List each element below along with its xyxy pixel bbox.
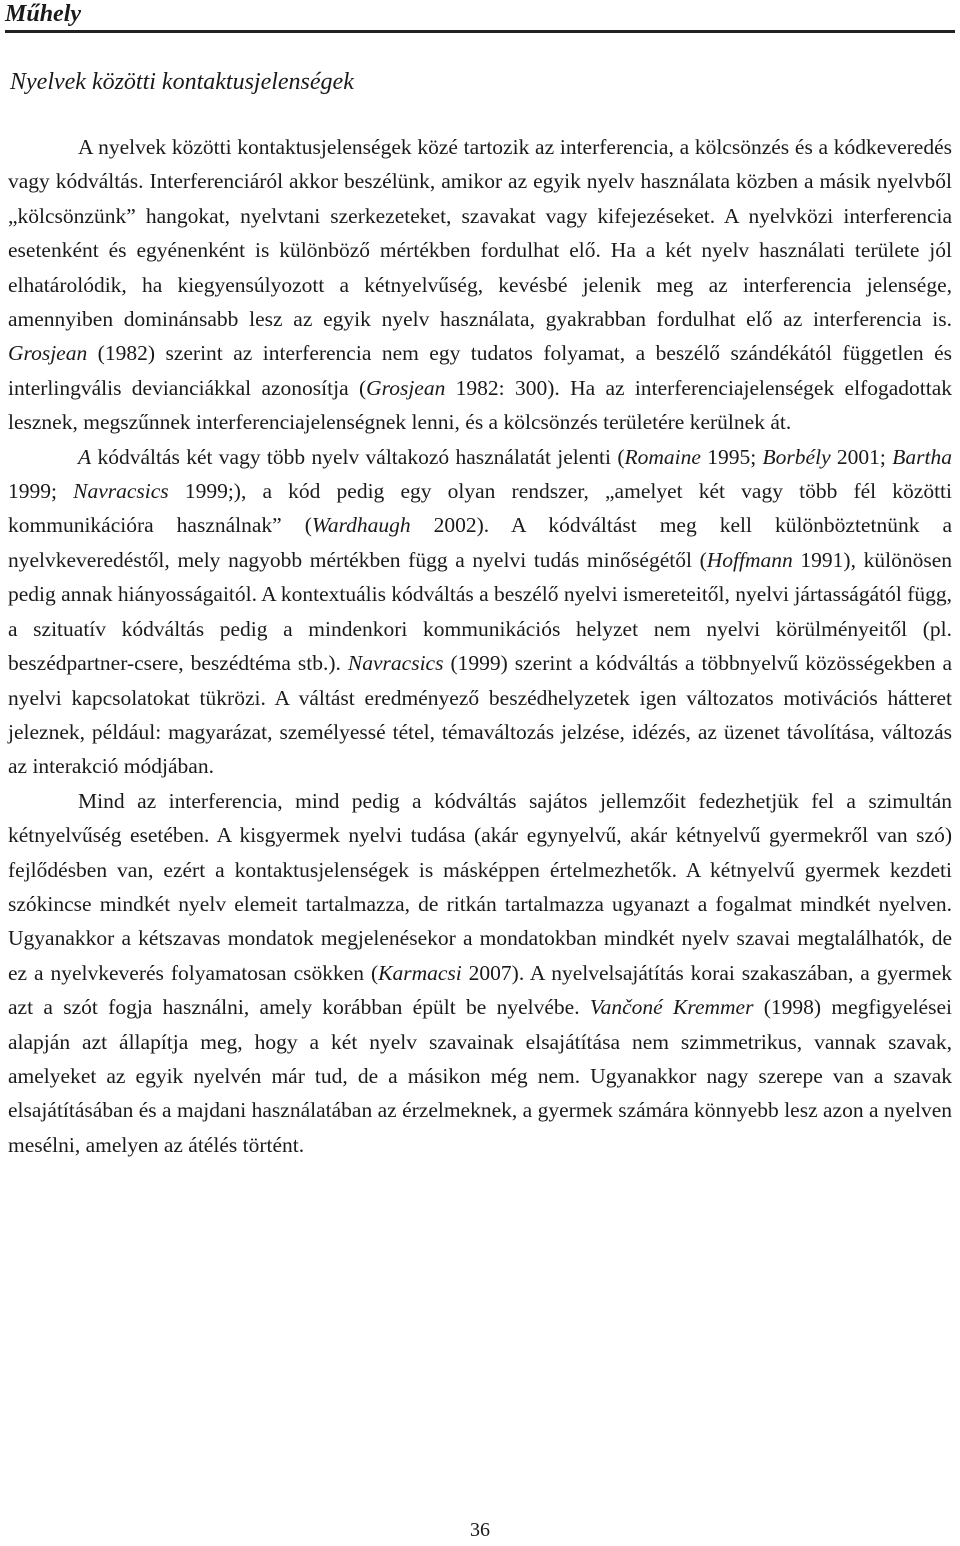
italic-citation: Navracsics <box>347 651 444 676</box>
page-header <box>5 0 955 33</box>
text-run: (1998) megfigyelései alapján azt állapítja meg, hogy a két nyelv szavainak elsajátítása nem szimmetrikus, vannak szavak, amelyeket az egyik nyelvén már tud, de a másikon még nem. Ugyanakkor nagy szerepe van a szavak elsajátításában és a majdani használatában az érzelmeknek, a gyermek számára könnyebb lesz azon a nyelven mesélni, amelyen az átélés történt. <box>8 995 952 1157</box>
italic-citation: A <box>78 444 92 469</box>
text-run: 1991), különösen pedig annak hiányosságaitól. A kontextuális kódváltás a beszélő nyelvi ismereteitől, nyelvi jártasságától függ, a szituatív kódváltás pedig a mindenkori kommunikációs helyzet nem nyelvi körülményeitől (pl. beszédpartner-csere, beszédtéma stb.). <box>8 547 952 676</box>
text-run: Mind az interferencia, mind pedig a kódváltás sajátos jellemzőit fedezhetjük fel a szimultán kétnyelvűség esetében. A kisgyermek nyelvi tudása (akár egynyelvű, akár kétnyelvű gyermekről van szó) fejlődésben van, ezért a kontaktusjelenségek is másképpen értelmezhetők. A kétnyelvű gyermek kezdeti szókincse mindkét nyelv elemeit tartalmazza, de ritkán tartalmazza ugyanazt a fogalmat mindkét nyelven. Ugyanakkor a kétszavas mondatok megjelenésekor a mondatokban mindkét nyelv szavai megtalálhatók, de ez a nyelvkeverés folyamatosan csökken ( <box>8 788 952 985</box>
italic-citation: Borbély <box>762 444 831 469</box>
text-run: 1995; <box>700 444 763 469</box>
italic-citation: Grosjean <box>8 341 88 366</box>
text-run: 2007). A nyelvelsajátítás korai szakaszában, a gyermek azt a szót fogja használni, amely korábban épült be nyelvébe. <box>8 960 952 1020</box>
italic-citation: Wardhaugh <box>311 513 411 538</box>
article-title: Nyelvek közötti kontaktusjelenségek <box>10 69 354 95</box>
paragraph <box>8 130 952 440</box>
text-run: 1999; <box>8 479 74 504</box>
text-run: kódváltás két vagy több nyelv váltakozó használatát jelenti ( <box>91 444 625 469</box>
italic-citation: Grosjean <box>366 375 446 400</box>
section-label: Műhely <box>5 1 82 27</box>
article-body <box>8 130 952 1162</box>
paragraph <box>8 440 952 784</box>
text-run: A nyelvek közötti kontaktusjelenségek közé tartozik az interferencia, a kölcsönzés és a kódkeveredés vagy kódváltás. Interferenciáról akkor beszélünk, amikor az egyik nyelv használata közben a másik nyelvből „kölcsönzünk” hangokat, nyelvtani szerkezeteket, szavakat vagy kifejezéseket. A nyelvközi interferencia esetenként és egyénenként is különböző mértékben fordulhat elő. Ha a két nyelv használati területe jól elhatárolódik, ha kiegyensúlyozott a kétnyelvűség, kevésbé jelenik meg az interferencia jelensége, amennyiben dominánsabb lesz az egyik nyelv használata, gyakrabban fordulhat elő az interferencia is. <box>8 135 952 332</box>
italic-citation: Karmacsi <box>378 960 462 985</box>
text-run: (1999) szerint a kódváltás a többnyelvű közösségekben a nyelvi kapcsolatokat tükrözi. A váltást eredményező beszédhelyzetek igen változatos motivációs hátteret jeleznek, például: magyarázat, személyessé tétel, témaváltozás jelzése, idézés, az üzenet távolítása, változás az interakció módjában. <box>8 651 952 779</box>
page-number: 36 <box>470 1519 490 1541</box>
italic-citation: Hoffmann <box>706 547 793 572</box>
italic-citation: Navracsics <box>73 479 169 504</box>
italic-citation: Romaine <box>624 444 701 469</box>
text-run: 1999;), a kód pedig egy olyan rendszer, „amelyet két vagy több fél közötti kommunikációra használnak” ( <box>8 479 952 538</box>
text-run: 2002). A kódváltást meg kell különböztetnünk a nyelvkeveredéstől, mely nagyobb mértékben függ a nyelvi tudás minőségétől ( <box>8 513 952 572</box>
italic-citation: Bartha <box>892 444 952 469</box>
text-run: 2001; <box>830 444 893 469</box>
italic-citation: Vančoné Kremmer <box>589 995 754 1020</box>
text-run: (1982) szerint az interferencia nem egy tudatos folyamat, a beszélő szándékától független és interlingvális devianciákkal azonosítja ( <box>8 341 952 400</box>
paragraph <box>8 784 952 1162</box>
text-run: 1982: 300). Ha az interferenciajelenségek elfogadottak lesznek, megszűnnek interferenciajelenségnek lenni, és a kölcsönzés területére kerülnek át. <box>8 375 952 435</box>
